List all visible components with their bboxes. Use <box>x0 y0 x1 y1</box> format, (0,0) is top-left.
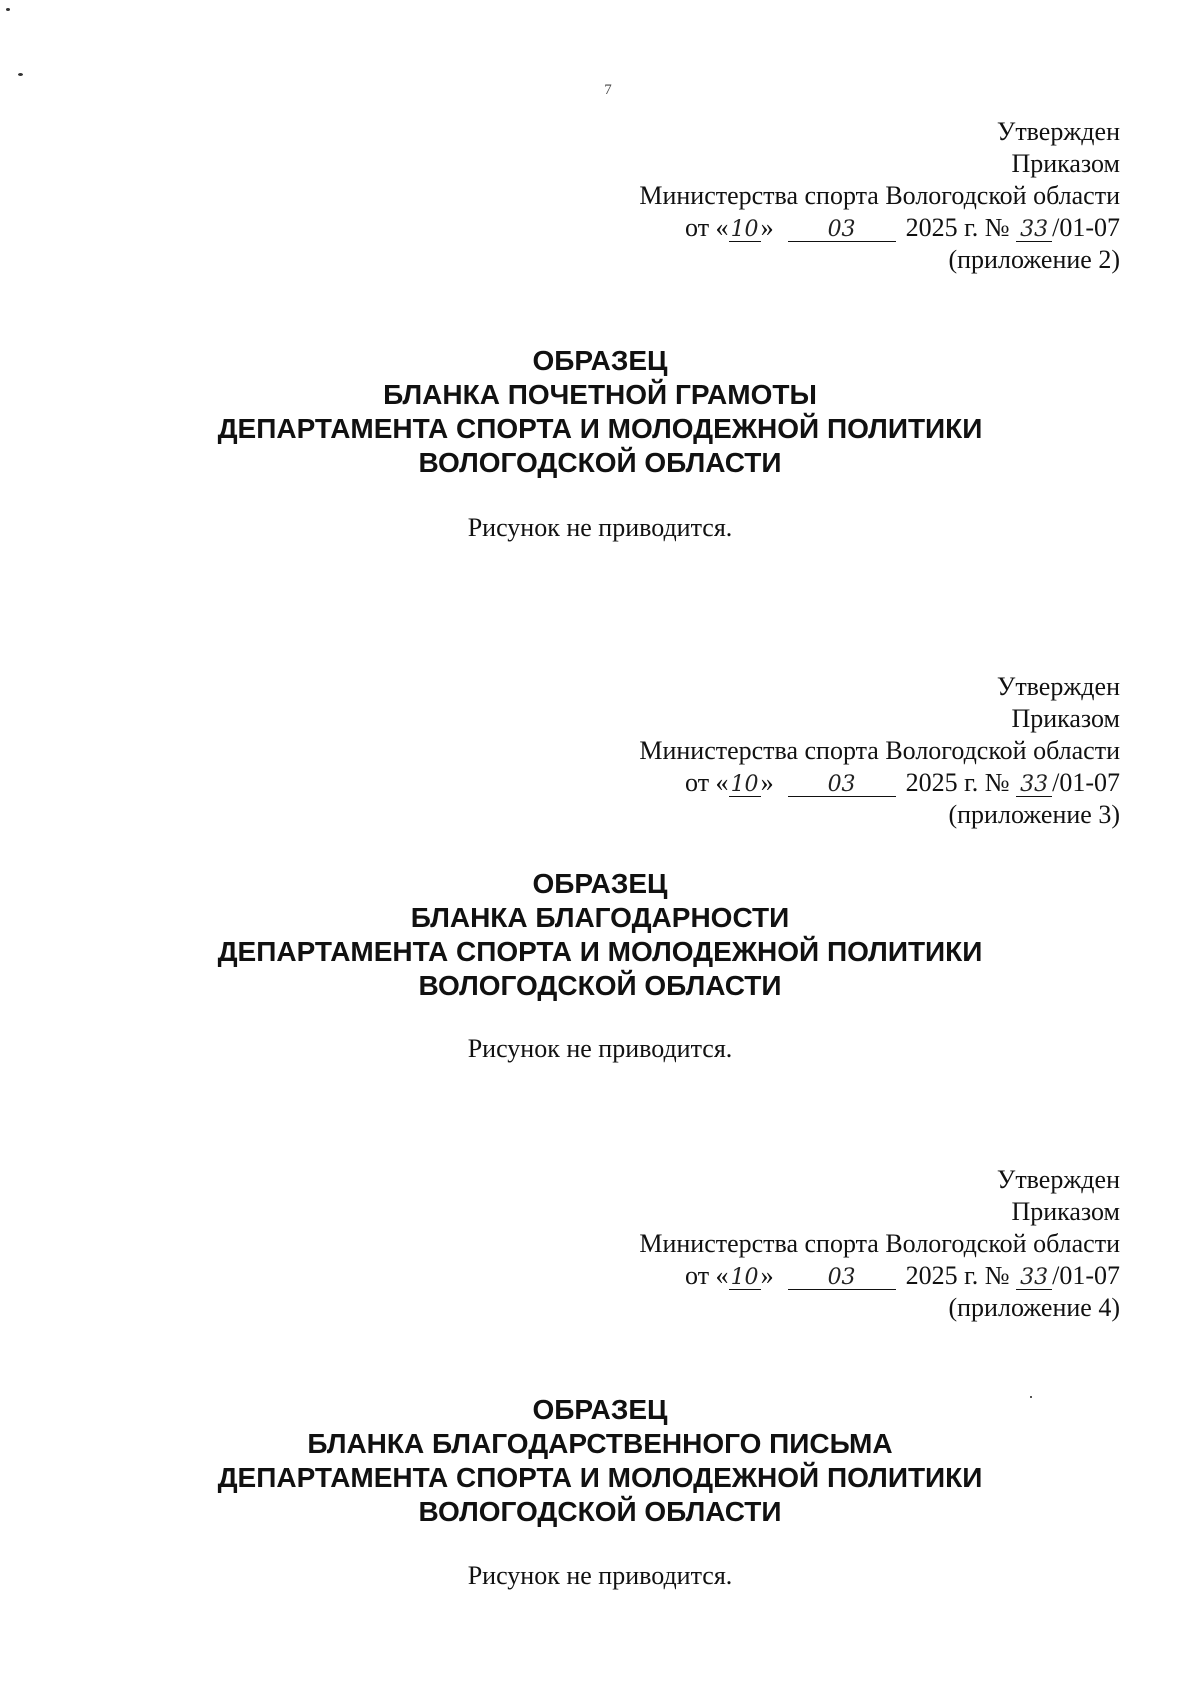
approval-ministry: Министерства спорта Вологодской области <box>639 736 1120 765</box>
heading-line: ОБРАЗЕЦ <box>532 345 668 376</box>
approval-title: Утвержден <box>996 672 1120 701</box>
handwritten-number: 33 <box>1016 219 1052 242</box>
figure-not-provided-note: Рисунок не приводится. <box>467 513 733 542</box>
date-prefix: от « <box>685 213 729 242</box>
figure-not-provided-note: Рисунок не приводится. <box>467 1034 733 1063</box>
approval-order: Приказом <box>1011 704 1120 733</box>
handwritten-month: 03 <box>788 774 896 797</box>
approval-date-line <box>480 212 1120 244</box>
approval-order: Приказом <box>1011 149 1120 178</box>
heading-sample-thank-you-letter <box>100 1393 1100 1529</box>
handwritten-day: 10 <box>730 772 759 797</box>
page-number: 7 <box>604 82 612 98</box>
handwritten-number: 33 <box>1016 1267 1052 1290</box>
approval-order: Приказом <box>1011 1197 1120 1226</box>
handwritten-number: 33 <box>1016 774 1052 797</box>
approval-date-line <box>480 1260 1120 1292</box>
heading-sample-honor-certificate <box>100 344 1100 480</box>
number-suffix: /01-07 <box>1052 213 1120 242</box>
heading-line: БЛАНКА БЛАГОДАРСТВЕННОГО ПИСЬМА <box>307 1428 893 1459</box>
approval-date-line <box>480 767 1120 799</box>
heading-line: ВОЛОГОДСКОЙ ОБЛАСТИ <box>418 1496 782 1527</box>
approval-appendix: (приложение 3) <box>948 800 1120 829</box>
heading-line: ВОЛОГОДСКОЙ ОБЛАСТИ <box>418 970 782 1001</box>
handwritten-day: 10 <box>730 1265 759 1290</box>
approval-block-appendix-2 <box>480 116 1120 276</box>
approval-block-appendix-4 <box>480 1164 1120 1324</box>
heading-line: ДЕПАРТАМЕНТА СПОРТА И МОЛОДЕЖНОЙ ПОЛИТИКИ <box>217 413 983 444</box>
heading-line: ДЕПАРТАМЕНТА СПОРТА И МОЛОДЕЖНОЙ ПОЛИТИКИ <box>217 936 983 967</box>
approval-block-appendix-3 <box>480 671 1120 831</box>
date-close-quote: » <box>760 768 774 797</box>
handwritten-month: 03 <box>788 1267 896 1290</box>
heading-sample-gratitude <box>100 867 1100 1003</box>
number-suffix: /01-07 <box>1052 1261 1120 1290</box>
scan-artifact-mark <box>6 8 10 11</box>
approval-appendix: (приложение 4) <box>948 1293 1120 1322</box>
approval-title: Утвержден <box>996 117 1120 146</box>
heading-line: ОБРАЗЕЦ <box>532 1394 668 1425</box>
heading-line: ДЕПАРТАМЕНТА СПОРТА И МОЛОДЕЖНОЙ ПОЛИТИКИ <box>217 1462 983 1493</box>
approval-title: Утвержден <box>996 1165 1120 1194</box>
figure-not-provided-note: Рисунок не приводится. <box>467 1561 733 1590</box>
number-suffix: /01-07 <box>1052 768 1120 797</box>
date-prefix: от « <box>685 1261 729 1290</box>
date-year: 2025 г. № <box>905 768 1010 797</box>
date-year: 2025 г. № <box>905 213 1010 242</box>
handwritten-month: 03 <box>788 219 896 242</box>
heading-line: ВОЛОГОДСКОЙ ОБЛАСТИ <box>418 447 782 478</box>
heading-line: БЛАНКА БЛАГОДАРНОСТИ <box>410 902 790 933</box>
handwritten-day: 10 <box>730 217 759 242</box>
heading-line: БЛАНКА ПОЧЕТНОЙ ГРАМОТЫ <box>383 379 817 410</box>
approval-ministry: Министерства спорта Вологодской области <box>639 181 1120 210</box>
heading-line: ОБРАЗЕЦ <box>532 868 668 899</box>
date-prefix: от « <box>685 768 729 797</box>
date-close-quote: » <box>760 213 774 242</box>
date-year: 2025 г. № <box>905 1261 1010 1290</box>
date-close-quote: » <box>760 1261 774 1290</box>
scan-artifact-mark <box>18 73 23 76</box>
approval-ministry: Министерства спорта Вологодской области <box>639 1229 1120 1258</box>
approval-appendix: (приложение 2) <box>948 245 1120 274</box>
